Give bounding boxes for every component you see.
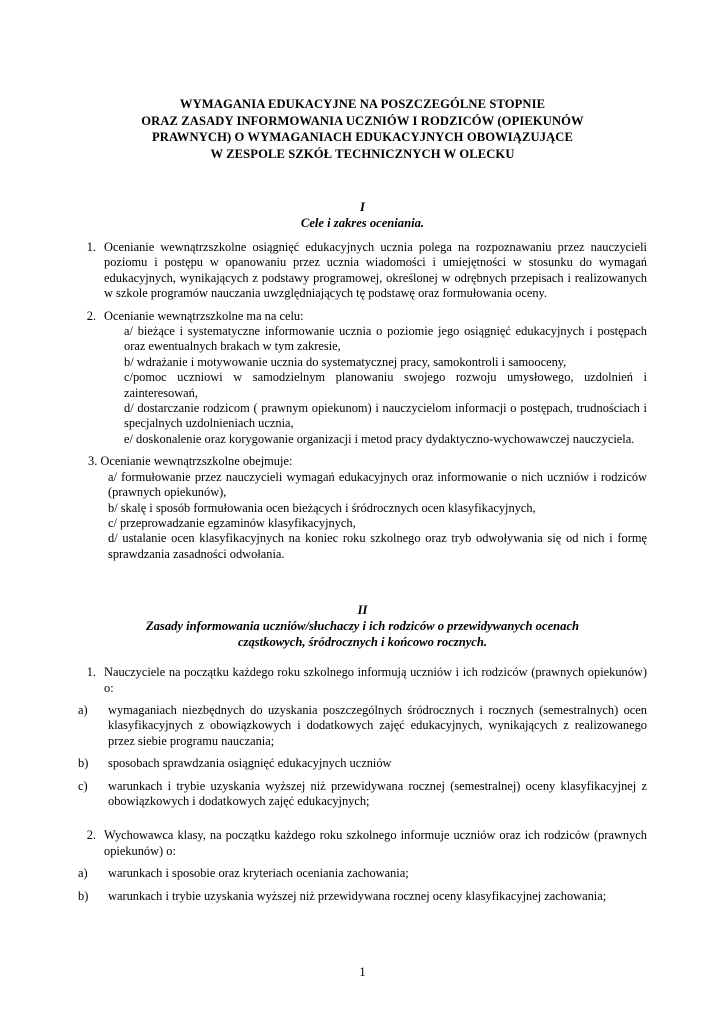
list-item <box>78 665 647 696</box>
list-item-body <box>108 779 647 810</box>
paragraph-text: sposobach sprawdzania osiągnięć edukacyjnych uczniów <box>108 756 392 771</box>
list-item <box>78 779 647 810</box>
list-item-body <box>104 828 647 859</box>
section-1-list <box>78 240 647 562</box>
title-line-3: PRAWNYCH) O WYMAGANIACH EDUKACYJNYCH OBOWIĄZUJĄCE <box>152 130 573 144</box>
list-item-lead-row <box>78 454 647 469</box>
spacer <box>78 569 647 603</box>
list-item-body <box>108 703 647 749</box>
section-2-subtitle <box>78 618 647 650</box>
list-item <box>78 309 647 448</box>
paragraph-text: wymaganiach niezbędnych do uzyskania poszczególnych śródrocznych i rocznych (semestralnych) ocen klasyfikacyjnych z obowiązkowych i dodatkowych zajęć edukacyjnych, wynikających z realizowanego przez siebie programu nauczania; <box>108 702 647 748</box>
paragraph-text: Ocenianie wewnątrzszkolne osiągnięć edukacyjnych ucznia polega na rozpoznawaniu przez nauczycieli poziomu i postępu w opanowaniu przez ucznia wiadomości i umiejętności w stosunku do wymagań edukacyjnych, wynikających z podstawy programowej, określonej w odrębnych przepisach i realizowanych w szkole programów nauczania uwzględniających tę podstawę oraz formułowania oceny. <box>104 240 647 301</box>
list-item <box>78 703 647 749</box>
list-marker: 1. <box>86 665 96 680</box>
section-1-subtitle: Cele i zakres oceniania. <box>300 216 425 230</box>
list-marker: b) <box>78 756 89 771</box>
list-item-body <box>108 756 647 771</box>
sub-item: d/ dostarczanie rodzicom ( prawnym opiekunom) i nauczycielom informacji o postępach, trudnościach i specjalnych uzdolnieniach ucznia, <box>124 401 647 431</box>
list-item <box>78 756 647 771</box>
list-item-body <box>104 665 647 696</box>
section-1-number: I <box>360 200 365 214</box>
list-item-body <box>108 866 647 881</box>
paragraph-lead: Ocenianie wewnątrzszkolne obejmuje: <box>100 454 293 469</box>
sub-list <box>78 470 647 562</box>
list-marker: 2. <box>86 828 96 843</box>
sub-item: e/ doskonalenie oraz korygowanie organizacji i metod pracy dydaktyczno-wychowawczej nauczyciela. <box>124 431 635 446</box>
title-line-1: WYMAGANIA EDUKACYJNE NA POSZCZEGÓLNE STOPNIE <box>179 97 546 111</box>
list-marker: a) <box>78 702 88 717</box>
spacer <box>78 816 647 828</box>
list-item <box>78 828 647 859</box>
paragraph-text: Wychowawca klasy, na początku każdego roku szkolnego informuje uczniów oraz ich rodziców (prawnych opiekunów) o: <box>104 828 647 858</box>
title-line-2: ORAZ ZASADY INFORMOWANIA UCZNIÓW I RODZICÓW (OPIEKUNÓW <box>141 113 584 128</box>
subtitle-line-2: cząstkowych, śródrocznych i końcowo rocznych. <box>237 635 488 650</box>
sub-item: a/ bieżące i systematyczne informowanie ucznia o poziomie jego osiągnięć edukacyjnych i postępach oraz ewentualnych brakach w tym zakresie, <box>124 324 647 354</box>
paragraph-lead: Ocenianie wewnątrzszkolne ma na celu: <box>104 308 304 323</box>
list-marker: a) <box>78 866 88 881</box>
section-2-list <box>78 665 647 904</box>
paragraph-text: warunkach i trybie uzyskania wyższej niż przewidywana rocznej (semestralnej) oceny klasyfikacyjnej z obowiązkowych i dodatkowych zajęć edukacyjnych; <box>108 778 647 808</box>
sub-item: c/ przeprowadzanie egzaminów klasyfikacyjnych, <box>108 515 356 530</box>
paragraph-text: warunkach i trybie uzyskania wyższej niż przewidywana rocznej oceny klasyfikacyjnej zachowania; <box>108 888 607 903</box>
list-item <box>78 866 647 881</box>
page-number: 1 <box>359 965 366 979</box>
list-marker: b) <box>78 888 89 903</box>
list-marker: c) <box>78 778 88 793</box>
sub-item: b/ wdrażanie i motywowanie ucznia do systematycznej pracy, samokontroli i samooceny, <box>124 354 567 369</box>
sub-list <box>104 324 647 447</box>
sub-item: c/pomoc uczniowi w samodzielnym planowaniu swojego rozwoju umysłowego, uzdolnień i zainteresowań, <box>124 370 647 400</box>
list-item-body <box>108 889 647 904</box>
list-marker: 2. <box>86 308 96 323</box>
list-item <box>78 454 647 562</box>
sub-item: d/ ustalanie ocen klasyfikacyjnych na koniec roku szkolnego oraz tryb odwoływania się od nich i formę sprawdzania zasadności odwołania. <box>108 531 647 561</box>
list-item-body <box>104 309 647 448</box>
section-2-number: II <box>357 603 368 618</box>
paragraph-text: warunkach i sposobie oraz kryteriach oceniania zachowania; <box>108 866 409 881</box>
list-marker: 3. <box>88 454 98 469</box>
sub-item: a/ formułowanie przez nauczycieli wymagań edukacyjnych oraz informowanie o nich uczniów i rodziców (prawnych opiekunów), <box>108 469 647 500</box>
subtitle-line-1: Zasady informowania uczniów/słuchaczy i ich rodziców o przewidywanych ocenach <box>145 619 580 634</box>
title-line-4: W ZESPOLE SZKÓŁ TECHNICZNYCH W OLECKU <box>210 146 515 161</box>
list-marker: 1. <box>86 240 96 254</box>
list-item <box>78 889 647 904</box>
paragraph-text: Nauczyciele na początku każdego roku szkolnego informują uczniów i ich rodziców (prawnych opiekunów) o: <box>104 665 647 695</box>
spacer <box>78 162 647 200</box>
page-title <box>78 96 647 162</box>
list-item-body <box>104 240 647 302</box>
sub-item: b/ skalę i sposób formułowania ocen bieżących i śródrocznych ocen klasyfikacyjnych, <box>108 500 536 515</box>
list-item <box>78 240 647 302</box>
